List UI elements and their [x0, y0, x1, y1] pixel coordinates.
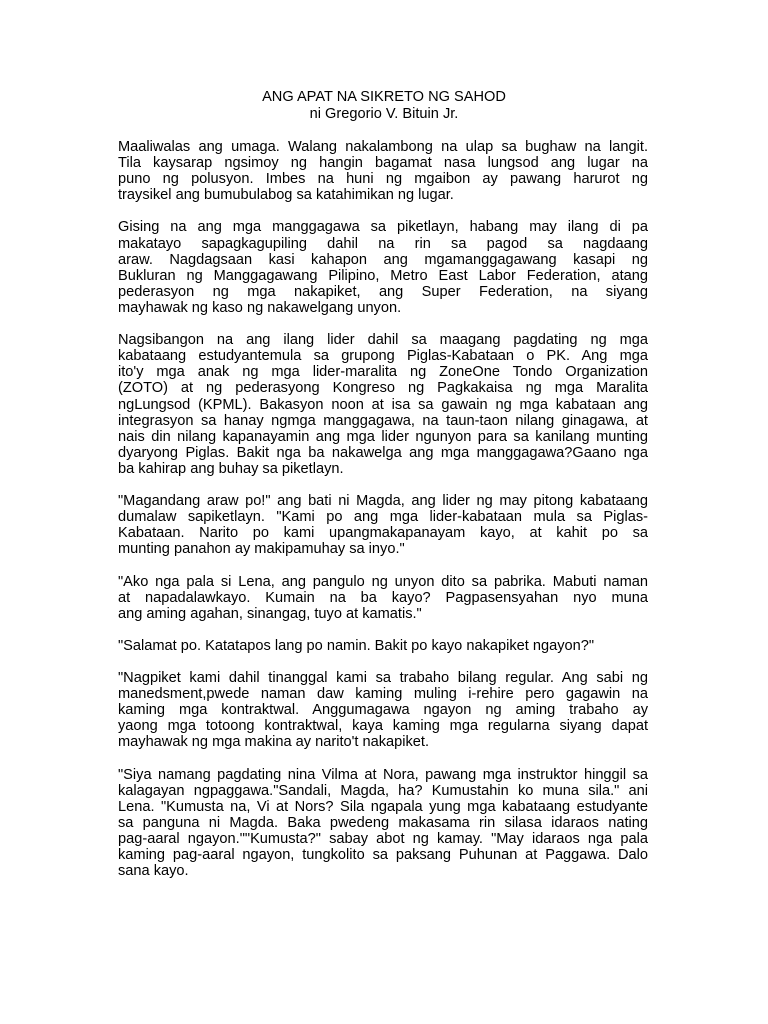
paragraph-line: Bukluran ng Manggagawang Pilipino, Metro East Labor Federation, atang	[118, 267, 648, 284]
paragraph-line: makatayo sapagkagupiling dahil na rin sa pagod sa nagdaang	[118, 235, 648, 252]
paragraph-7	[118, 670, 648, 750]
paragraph-line: Lena. "Kumusta na, Vi at Nors? Sila ngapala yung mga kabataang estudyante	[118, 798, 648, 815]
paragraph-line: Nagsibangon na ang ilang lider dahil sa maagang pagdating ng mga	[118, 332, 648, 349]
paragraph-line: ito'y mga anak ng mga lider-maralita ng ZoneOne Tondo Organization	[118, 364, 648, 381]
paragraph-line: Tila kaysarap ngsimoy ng hangin bagamat nasa lungsod ang lugar na	[118, 155, 648, 172]
paragraph-line: kaming mga kontraktwal. Anggumagawa ngayon ng aming trabaho ay	[118, 702, 648, 719]
paragraph-line: "Nagpiket kami dahil tinanggal kami sa trabaho bilang regular. Ang sabi ng	[118, 670, 648, 687]
paragraph-line: mayhawak ng mga makina ay narito't nakapiket.	[118, 734, 430, 751]
paragraph-line: ba kahirap ang buhay sa piketlayn.	[118, 460, 344, 477]
paragraph-line: manedsment,pwede naman daw kaming muling i-rehire pero gagawin na	[118, 686, 648, 703]
paragraph-line: traysikel ang bumubulabog sa katahimikan ng lugar.	[118, 187, 454, 204]
paragraph-line: Maaliwalas ang umaga. Walang nakalambong na ulap sa bughaw na langit.	[118, 139, 648, 155]
paragraph-line: dumalaw sapiketlayn. "Kami po ang mga lider-kabataan mula sa Piglas-	[118, 509, 648, 526]
paragraph-line: "Siya namang pagdating nina Vilma at Nora, pawang mga instruktor hinggil sa	[118, 766, 648, 783]
paragraph-line: Kabataan. Narito po kami upangmakapanayam kayo, at kahit po sa	[118, 525, 648, 542]
paragraph-3	[118, 332, 648, 477]
paragraph-line: ang aming agahan, sinangag, tuyo at kamatis."	[118, 605, 422, 622]
paragraph-line: ngLungsod (KPML). Bakasyon noon at isa sa gawain ng mga kabataan ang	[118, 396, 648, 413]
paragraph-line: pag-aaral ngayon.""Kumusta?" sabay abot ng kamay. "May idaraos nga pala	[118, 831, 648, 848]
paragraph-line: "Magandang araw po!" ang bati ni Magda, ang lider ng may pitong kabataang	[118, 493, 648, 510]
paragraph-line: (ZOTO) at ng pederasyong Kongreso ng Pagkakaisa ng mga Maralita	[118, 380, 648, 397]
paragraph-line: integrasyon sa hanay ngmga manggagawa, na taun-taon nilang ginagawa, at	[118, 412, 648, 429]
paragraph-line: araw. Nagdagsaan kasi kahapon ang mgamanggagawang kasapi ng	[118, 251, 648, 268]
paragraph-line: kalagayan ngpaggawa."Sandali, Magda, ha? Kumustahin ko muna sila." ani	[118, 782, 648, 799]
paragraph-line: kabataang estudyantemula sa grupong Piglas-Kabataan o PK. Ang mga	[118, 348, 648, 365]
paragraph-line: puno ng polusyon. Imbes na huni ng mgaibon ay pawang harurot ng	[118, 171, 648, 188]
document-title: ANG APAT NA SIKRETO NG SAHOD	[262, 89, 506, 105]
paragraph-line: dyaryong Piglas. Bakit nga ba nakawelga ang mga manggagawa?Gaano nga	[118, 444, 648, 461]
paragraph-6	[118, 638, 648, 654]
paragraph-line: pederasyon ng mga nakapiket, ang Super Federation, na siyang	[118, 283, 648, 300]
document-header	[0, 89, 768, 123]
paragraph-line: "Salamat po. Katatapos lang po namin. Bakit po kayo nakapiket ngayon?"	[118, 637, 595, 654]
paragraph-8	[118, 767, 648, 880]
paragraph-line: at napadalawkayo. Kumain na ba kayo? Pagpasensyahan nyo muna	[118, 589, 648, 606]
paragraph-line: nais din nilang kapanayamin ang mga lider ngunyon para sa kanilang munting	[118, 428, 648, 445]
paragraph-line: kaming pag-aaral ngayon, tungkolito sa paksang Puhunan at Paggawa. Dalo	[118, 847, 648, 864]
paragraph-2	[118, 219, 648, 316]
paragraph-line: yaong mga totoong kontraktwal, kaya kaming mga regularna siyang dapat	[118, 718, 648, 735]
paragraph-line: Gising na ang mga manggagawa sa piketlayn, habang may ilang di pa	[118, 219, 648, 236]
paragraph-line: munting panahon ay makipamuhay sa inyo."	[118, 541, 405, 558]
paragraph-line: "Ako nga pala si Lena, ang pangulo ng unyon dito sa pabrika. Mabuti naman	[118, 573, 648, 590]
paragraph-line: mayhawak ng kaso ng nakawelgang unyon.	[118, 299, 402, 316]
paragraph-4	[118, 493, 648, 557]
paragraph-line: sana kayo.	[118, 863, 189, 880]
document-body	[118, 139, 648, 895]
paragraph-5	[118, 574, 648, 622]
paragraph-1	[118, 139, 648, 203]
paragraph-line: sa panguna ni Magda. Baka pwedeng makasama rin silasa idaraos nating	[118, 814, 648, 831]
document-byline: ni Gregorio V. Bituin Jr.	[309, 105, 459, 122]
